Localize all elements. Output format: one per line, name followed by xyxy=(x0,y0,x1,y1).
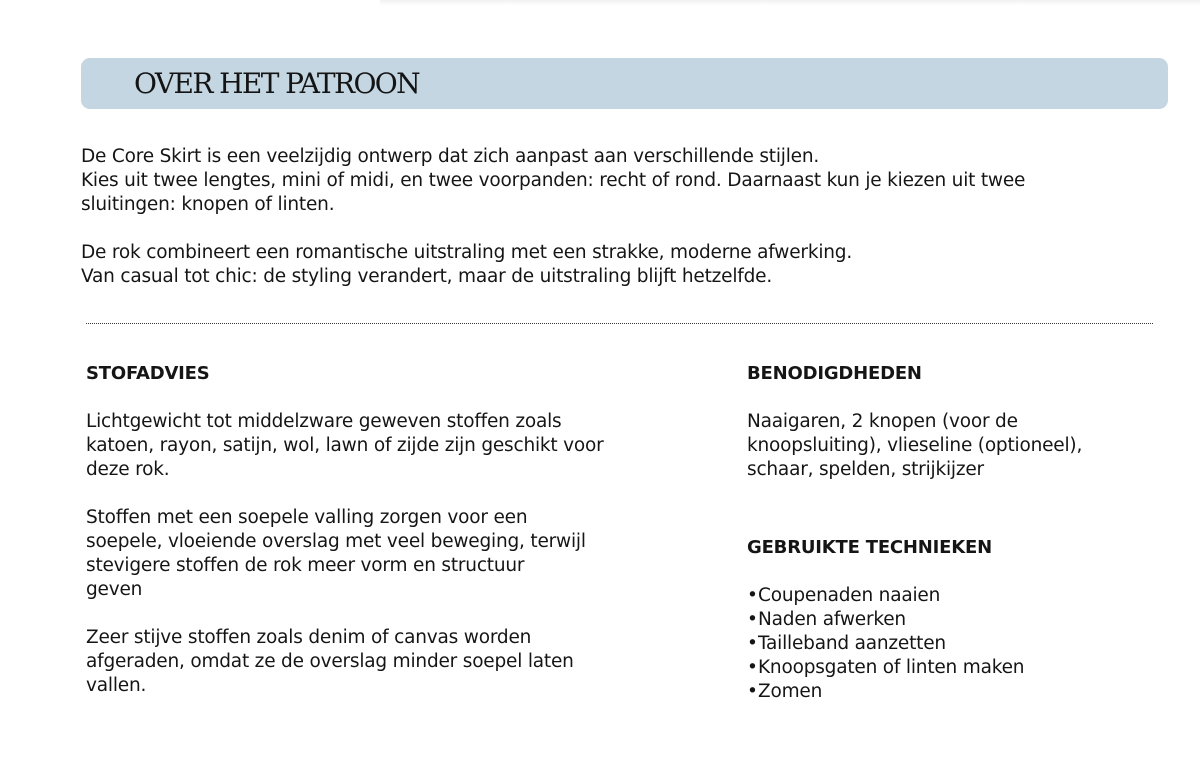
technique-label: Coupenaden naaien xyxy=(758,585,941,606)
list-item xyxy=(747,632,1167,656)
bullet-icon: • xyxy=(747,681,758,702)
intro-text xyxy=(81,145,1141,289)
technique-label: Knoopsgaten of linten maken xyxy=(758,657,1025,678)
section-title: OVER HET PATROON xyxy=(134,67,420,100)
bullet-icon: • xyxy=(747,609,758,630)
bullet-icon: • xyxy=(747,633,758,654)
list-item xyxy=(747,584,1167,608)
bullet-icon: • xyxy=(747,657,758,678)
page-edge-shadow xyxy=(380,0,1200,6)
intro-paragraph-2 xyxy=(81,241,1141,289)
techniques-heading: GEBRUIKTE TECHNIEKEN xyxy=(747,537,992,558)
technique-label: Zomen xyxy=(758,681,823,702)
section-header-band xyxy=(81,58,1168,109)
fabric-paragraph-1: Lichtgewicht tot middelzware geweven stoffen zoals katoen, rayon, satijn, wol, lawn of zijde zijn geschikt voor deze rok. xyxy=(86,411,604,480)
intro-line-3: De rok combineert een romantische uitstraling met een strakke, moderne afwerking. xyxy=(81,242,853,263)
intro-paragraph-1 xyxy=(81,145,1116,217)
list-item xyxy=(747,680,1167,704)
technique-label: Tailleband aanzetten xyxy=(758,633,946,654)
dotted-divider xyxy=(86,323,1153,324)
fabric-advice-column xyxy=(86,362,646,698)
supplies-heading: BENODIGDHEDEN xyxy=(747,363,922,384)
fabric-paragraph-2: Stoffen met een soepele valling zorgen voor een soepele, vloeiende overslag met veel beweging, terwijl stevigere stoffen de rok meer vorm en structuur geven xyxy=(86,507,586,600)
fabric-paragraph-3: Zeer stijve stoffen zoals denim of canvas worden afgeraden, omdat ze de overslag minder soepel laten vallen. xyxy=(86,627,574,696)
technique-label: Naden afwerken xyxy=(758,609,906,630)
bullet-icon: • xyxy=(747,585,758,606)
list-item xyxy=(747,656,1167,680)
supplies-text: Naaigaren, 2 knopen (voor de knoopsluiting), vlieseline (optioneel), schaar, spelden, strijkijzer xyxy=(747,411,1083,480)
fabric-advice-heading: STOFADVIES xyxy=(86,363,210,384)
intro-line-2: Kies uit twee lengtes, mini of midi, en twee voorpanden: recht of rond. Daarnaast kun je kiezen uit twee sluitingen: knopen of linten. xyxy=(81,170,1026,215)
supplies-column xyxy=(747,362,1167,704)
techniques-list xyxy=(747,584,1167,704)
list-item xyxy=(747,608,1167,632)
intro-line-4: Van casual tot chic: de styling verandert, maar de uitstraling blijft hetzelfde. xyxy=(81,266,773,287)
intro-line-1: De Core Skirt is een veelzijdig ontwerp dat zich aanpast aan verschillende stijlen. xyxy=(81,146,820,167)
